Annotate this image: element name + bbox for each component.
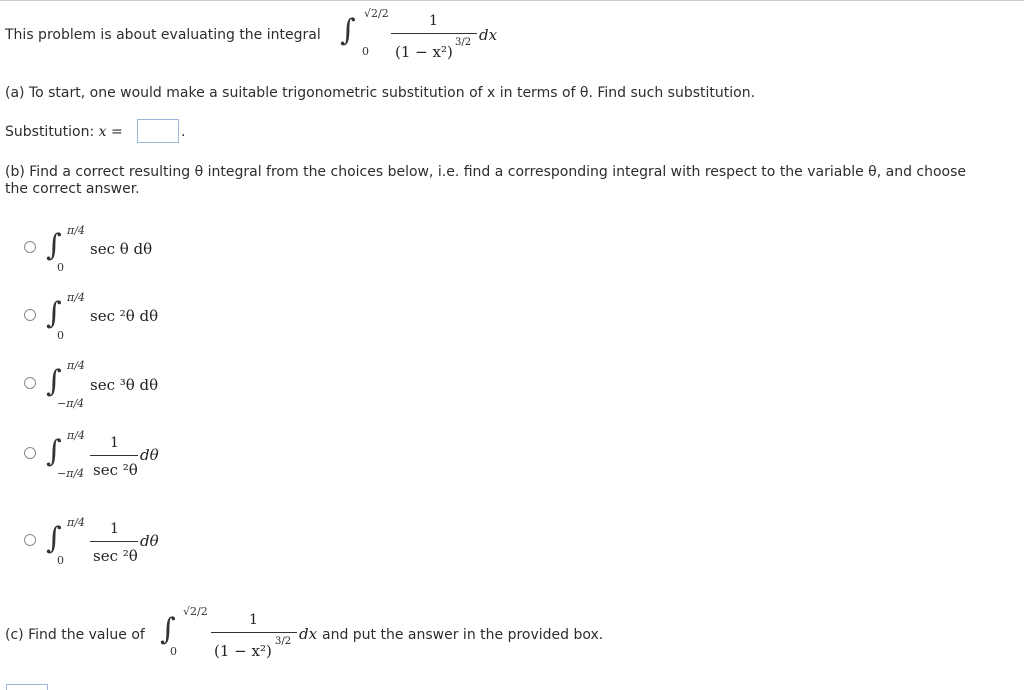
part-a-text: (a) To start, one would make a suitable trigonometric substitution of x in terms of θ. Find such substitution.	[5, 85, 756, 101]
choice-4-denominator: sec ²θ	[93, 461, 138, 479]
numerator: 1	[429, 13, 438, 29]
substitution-period: .	[181, 124, 186, 140]
equals-sign: =	[111, 124, 123, 140]
substitution-input[interactable]	[137, 119, 179, 143]
choice-2-lower: 0	[57, 329, 64, 342]
choice-4-fraction-bar	[90, 455, 138, 456]
part-b-line1: (b) Find a correct resulting θ integral from the choices below, i.e. find a corresponding integral with respect to the variable θ, and choose	[5, 164, 967, 180]
choice-3-radio[interactable]	[24, 377, 36, 389]
fraction-bar	[391, 33, 477, 34]
substitution-label-text: Substitution:	[5, 124, 99, 140]
c-denominator: (1 − x²)	[214, 642, 272, 660]
integral-sign: ∫	[340, 13, 356, 48]
c-lower-limit: 0	[170, 645, 177, 658]
choice-1-lower: 0	[57, 261, 64, 274]
part-b-line2: the correct answer.	[5, 181, 140, 197]
part-c-text-before: (c) Find the value of	[5, 627, 145, 643]
lower-limit: 0	[362, 45, 369, 58]
value-input[interactable]	[6, 684, 48, 690]
choice-5-upper: π/4	[67, 516, 85, 529]
intro-text: This problem is about evaluating the integral	[5, 27, 321, 43]
choice-4-lower: −π/4	[57, 467, 85, 480]
choice-3-integral-sign: ∫	[46, 364, 62, 399]
choice-3-upper: π/4	[67, 359, 85, 372]
exponent: 3/2	[455, 37, 472, 48]
top-divider	[0, 0, 1024, 1]
upper-limit: √2/2	[364, 7, 389, 20]
choice-4-differential: dθ	[140, 446, 159, 464]
choice-5-numerator: 1	[110, 521, 119, 537]
c-fraction-bar	[211, 632, 297, 633]
c-differential: dx	[299, 625, 318, 643]
c-integral-sign: ∫	[160, 612, 176, 647]
choice-1-integrand: sec θ dθ	[90, 240, 153, 258]
choice-4-radio[interactable]	[24, 447, 36, 459]
c-upper-limit: √2/2	[183, 605, 208, 618]
substitution-var: x	[98, 124, 107, 140]
differential: dx	[479, 26, 498, 44]
denominator: (1 − x²)	[395, 43, 453, 61]
choice-2-upper: π/4	[67, 291, 85, 304]
choice-3-lower: −π/4	[57, 397, 85, 410]
choice-1-radio[interactable]	[24, 241, 36, 253]
choice-1-upper: π/4	[67, 224, 85, 237]
choice-3-integrand: sec ³θ dθ	[90, 376, 159, 394]
choice-5-differential: dθ	[140, 532, 159, 550]
choice-2-radio[interactable]	[24, 309, 36, 321]
choice-1-integral-sign: ∫	[46, 228, 62, 263]
c-exponent: 3/2	[275, 636, 292, 647]
part-c-text-after: and put the answer in the provided box.	[322, 627, 604, 643]
choice-5-integral-sign: ∫	[46, 521, 62, 556]
choice-2-integral-sign: ∫	[46, 296, 62, 331]
choice-5-radio[interactable]	[24, 534, 36, 546]
choice-2-integrand: sec ²θ dθ	[90, 307, 159, 325]
choice-5-lower: 0	[57, 554, 64, 567]
choice-5-denominator: sec ²θ	[93, 547, 138, 565]
choice-4-upper: π/4	[67, 429, 85, 442]
choice-4-integral-sign: ∫	[46, 434, 62, 469]
c-numerator: 1	[249, 612, 258, 628]
choice-4-numerator: 1	[110, 435, 119, 451]
substitution-label	[5, 124, 123, 140]
choice-5-fraction-bar	[90, 541, 138, 542]
